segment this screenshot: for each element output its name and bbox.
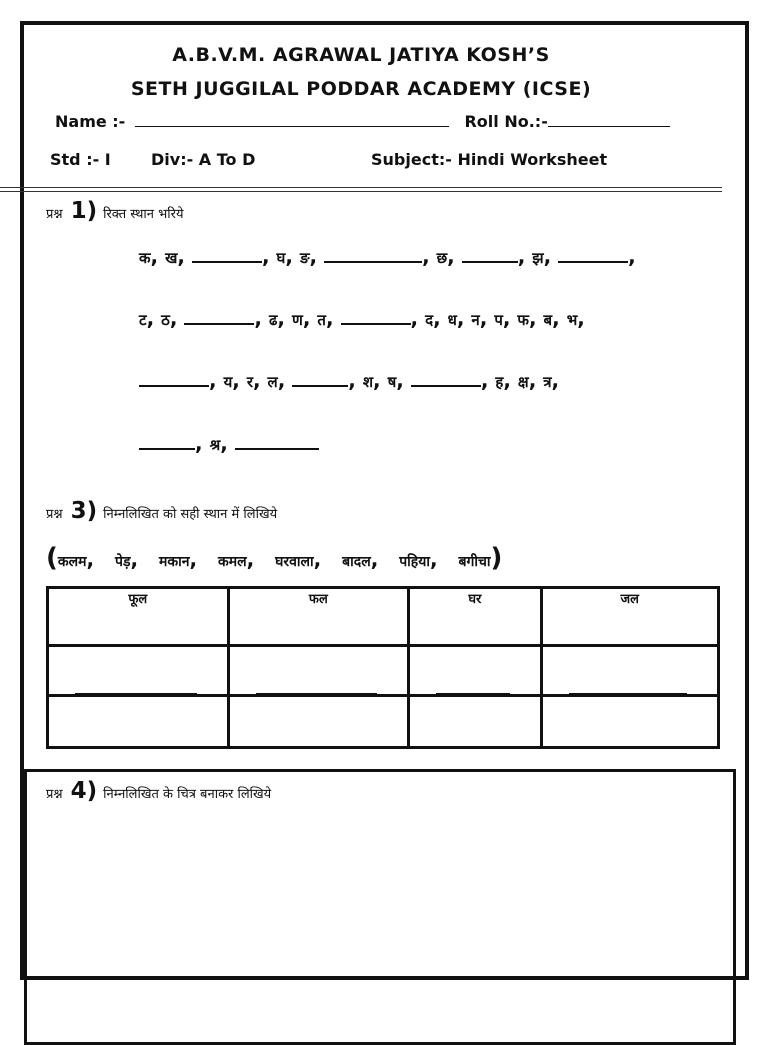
separator-comma: ,: [577, 306, 585, 330]
separator-comma: ,: [528, 306, 544, 330]
hindi-letter: क्ष: [517, 373, 529, 391]
separator-comma: ,: [456, 306, 472, 330]
separator-comma: ,: [325, 306, 341, 330]
separator-comma: ,: [373, 368, 388, 392]
hindi-letter: न: [471, 311, 480, 329]
separator-comma: ,: [189, 547, 218, 571]
q4-drawing-box[interactable]: [24, 769, 736, 1045]
separator-comma: ,: [552, 306, 567, 330]
separator-comma: ,: [254, 306, 269, 330]
answer-cell[interactable]: [541, 646, 718, 696]
hindi-letter: छ: [436, 249, 448, 267]
q4-instruction: निम्नलिखित के चित्र बनाकर लिखिये: [103, 787, 272, 802]
school-trust-title: A.B.V.M. AGRAWAL JATIYA KOSH’S: [172, 44, 550, 66]
hindi-letter: क: [139, 249, 151, 267]
name-roll-row: [55, 112, 670, 131]
hindi-letter: ध: [447, 311, 457, 329]
q3-heading: [46, 498, 277, 524]
column-header: फल: [228, 588, 409, 646]
separator-comma: ,: [86, 547, 116, 571]
hindi-letter: द: [425, 311, 434, 329]
hindi-letter: श: [362, 373, 374, 391]
separator-comma: ,: [396, 368, 411, 392]
q1-row-3: [139, 368, 559, 392]
separator-comma: ,: [130, 547, 159, 571]
close-paren: ): [490, 543, 503, 573]
separator-comma: ,: [422, 244, 437, 268]
answer-line: [75, 693, 197, 694]
answer-line: [569, 693, 687, 694]
separator-comma: ,: [433, 306, 448, 330]
separator-comma: ,: [313, 547, 343, 571]
answer-cell[interactable]: [48, 646, 229, 696]
column-header: घर: [409, 588, 541, 646]
q1-label: प्रश्न: [46, 207, 63, 222]
hindi-letter: ष: [387, 373, 397, 391]
std-label: Std :- I: [50, 150, 111, 169]
separator-comma: ,: [447, 244, 462, 268]
fill-in-blank[interactable]: [192, 247, 262, 263]
separator-comma: ,: [503, 368, 518, 392]
fill-in-blank[interactable]: [462, 247, 518, 263]
fill-in-blank[interactable]: [411, 371, 481, 387]
q1-row-4: [139, 431, 319, 455]
hindi-letter: त: [317, 311, 326, 329]
fill-in-blank[interactable]: [558, 247, 628, 263]
answer-line: [256, 693, 378, 694]
separator-comma: ,: [479, 306, 495, 330]
word-option: पहिया: [399, 554, 430, 570]
hindi-letter: फ: [517, 311, 529, 329]
separator-comma: ,: [302, 306, 318, 330]
fill-in-blank[interactable]: [341, 309, 411, 325]
separator-comma: ,: [169, 306, 185, 330]
open-paren: (: [46, 543, 58, 573]
separator-comma: ,: [502, 306, 518, 330]
q1-heading: [46, 198, 184, 224]
hindi-letter: ण: [291, 311, 303, 329]
separator-comma: ,: [261, 244, 277, 268]
header-divider: [0, 187, 722, 192]
q3-sort-table: [46, 586, 720, 749]
fill-in-blank[interactable]: [184, 309, 254, 325]
hindi-letter: ट: [139, 311, 147, 329]
q4-heading: [46, 778, 271, 804]
word-option: बादल: [342, 554, 371, 570]
school-name-title: SETH JUGGILAL PODDAR ACADEMY (ICSE): [130, 78, 592, 100]
fill-in-blank[interactable]: [235, 434, 319, 450]
answer-cell[interactable]: [228, 696, 409, 748]
separator-comma: ,: [246, 547, 276, 571]
q1-row-2: [139, 306, 585, 330]
separator-comma: ,: [348, 368, 363, 392]
hindi-letter: ह: [495, 373, 504, 391]
separator-comma: ,: [429, 547, 459, 571]
q3-word-list: [46, 543, 502, 573]
separator-comma: ,: [277, 368, 293, 392]
name-field[interactable]: [135, 112, 449, 127]
fill-in-blank[interactable]: [292, 371, 348, 387]
word-option: कमल: [218, 554, 247, 570]
separator-comma: ,: [551, 368, 560, 392]
hindi-letter: भ: [566, 311, 578, 329]
q4-label: प्रश्न: [46, 787, 63, 802]
div-label: Div:- A To D: [151, 150, 256, 169]
answer-cell[interactable]: [228, 646, 409, 696]
separator-comma: ,: [410, 306, 426, 330]
separator-comma: ,: [370, 547, 400, 571]
hindi-letter: ङ: [299, 249, 310, 267]
fill-in-blank[interactable]: [324, 247, 422, 263]
separator-comma: ,: [480, 368, 496, 392]
answer-cell[interactable]: [409, 646, 541, 696]
separator-comma: ,: [277, 306, 292, 330]
word-option: घरवाला: [275, 554, 314, 570]
column-header: फूल: [48, 588, 229, 646]
q4-number: 4): [70, 778, 98, 804]
separator-comma: ,: [146, 306, 162, 330]
roll-no-field[interactable]: [548, 112, 670, 127]
separator-comma: ,: [150, 244, 166, 268]
word-option: मकान: [158, 554, 190, 570]
hindi-letter: झ: [532, 249, 544, 267]
column-header: जल: [541, 588, 718, 646]
word-option: पेड़: [115, 554, 131, 570]
hindi-letter: त्र: [543, 373, 552, 391]
hindi-letter: ल: [267, 373, 278, 391]
q1-instruction: रिक्त स्थान भरिये: [103, 207, 184, 222]
answer-cell[interactable]: [409, 696, 541, 748]
hindi-letter: य: [223, 373, 233, 391]
q3-number: 3): [70, 498, 98, 524]
hindi-letter: घ: [276, 249, 286, 267]
fill-in-blank[interactable]: [139, 371, 209, 387]
separator-comma: ,: [195, 431, 210, 455]
answer-line: [436, 693, 509, 694]
hindi-letter: ढ: [268, 311, 278, 329]
q1-number: 1): [70, 198, 98, 224]
separator-comma: ,: [528, 368, 544, 392]
hindi-letter: प: [494, 311, 503, 329]
separator-comma: ,: [252, 368, 268, 392]
hindi-letter: र: [246, 373, 253, 391]
separator-comma: ,: [628, 244, 636, 268]
answer-cell[interactable]: [541, 696, 718, 748]
separator-comma: ,: [209, 368, 224, 392]
q1-row-1: [139, 244, 636, 268]
answer-cell[interactable]: [48, 696, 229, 748]
roll-no-label: Roll No.:-: [464, 112, 548, 131]
separator-comma: ,: [232, 368, 247, 392]
fill-in-blank[interactable]: [139, 434, 195, 450]
subject-label: Subject:- Hindi Worksheet: [371, 150, 608, 169]
separator-comma: ,: [309, 244, 325, 268]
q3-instruction: निम्नलिखित को सही स्थान में लिखिये: [103, 507, 278, 522]
name-label: Name :-: [55, 112, 126, 131]
hindi-letter: श्र: [209, 436, 221, 454]
q3-label: प्रश्न: [46, 507, 63, 522]
hindi-letter: ब: [543, 311, 553, 329]
separator-comma: ,: [517, 244, 533, 268]
word-option: कलम: [57, 554, 87, 570]
hindi-letter: ठ: [161, 311, 170, 329]
hindi-letter: ख: [165, 249, 178, 267]
separator-comma: ,: [285, 244, 300, 268]
separator-comma: ,: [220, 431, 235, 455]
word-option: बगीचा: [458, 554, 491, 570]
separator-comma: ,: [177, 244, 192, 268]
separator-comma: ,: [543, 244, 559, 268]
